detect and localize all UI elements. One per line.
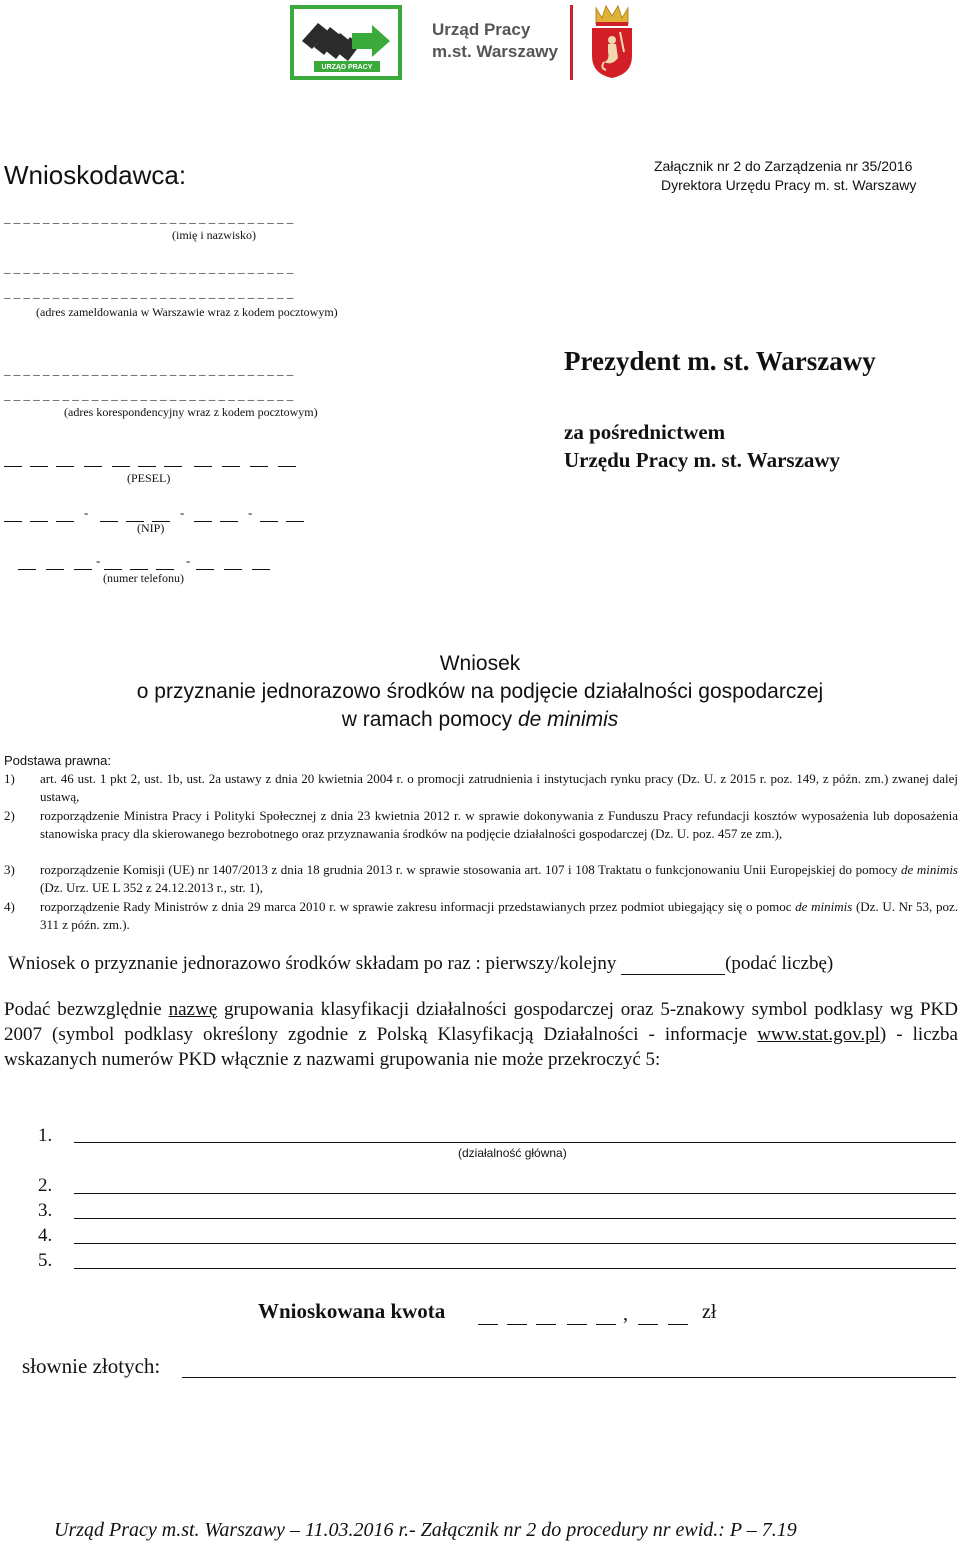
corr-address-field-line2[interactable]: _ _ _ _ _ _ _ _ _ _ _ _ _ _ _ _ _ _ _ _ _ _ _ _ _ _ _ _ _ _ bbox=[4, 387, 294, 402]
nip-hyphen: - bbox=[84, 505, 89, 520]
phone-caption: (numer telefonu) bbox=[103, 571, 184, 585]
address-field-line2[interactable]: _ _ _ _ _ _ _ _ _ _ _ _ _ _ _ _ _ _ _ _ _ _ _ _ _ _ _ _ _ _ bbox=[4, 285, 294, 300]
legal-item bbox=[4, 861, 958, 897]
amount-currency: zł bbox=[702, 1301, 717, 1323]
logo-title-line1: Urząd Pracy bbox=[432, 20, 531, 39]
pkd-item-number: 1. bbox=[38, 1125, 53, 1146]
logo-caption: URZĄD PRACY bbox=[321, 64, 373, 71]
amount-field[interactable] bbox=[478, 1303, 718, 1325]
subtitle-text: w ramach pomocy bbox=[341, 708, 518, 731]
pkd-item-number: 4. bbox=[38, 1225, 53, 1246]
legal-item bbox=[4, 807, 958, 861]
pkd-input-4[interactable] bbox=[74, 1243, 956, 1244]
pkd-item-number: 3. bbox=[38, 1200, 53, 1221]
attachment-line2: Dyrektora Urzędu Pracy m. st. Warszawy bbox=[661, 177, 917, 193]
address-field-line1[interactable]: _ _ _ _ _ _ _ _ _ _ _ _ _ _ _ _ _ _ _ _ _ _ _ _ _ _ _ _ _ _ bbox=[4, 260, 294, 275]
request-count-hint: (podać liczbę) bbox=[725, 953, 834, 974]
pesel-field[interactable] bbox=[4, 465, 300, 467]
amount-words-label: słownie złotych: bbox=[22, 1354, 161, 1378]
legal-item bbox=[4, 770, 958, 806]
pkd-item-number: 2. bbox=[38, 1175, 53, 1196]
pkd-instructions: Podać bezwzględnie nazwę grupowania klasyfikacji działalności gospodarczej oraz 5-znakowy symbol podklasy wg PKD 2007 (symbol podklasy określony zgodnie z Polską Klasyfikacją Działalności - informacje www.stat.gov.pl) - liczba wskazanych numerów PKD włącznie z nazwami grupowania nie może przekroczyć 5: bbox=[4, 999, 958, 1070]
legal-item-number: 1) bbox=[4, 771, 15, 786]
document-title: Wniosek bbox=[439, 652, 521, 675]
pkd-input-5[interactable] bbox=[74, 1268, 956, 1269]
phone-hyphen: - bbox=[186, 553, 191, 568]
phone-hyphen: - bbox=[96, 553, 101, 568]
pesel-caption: (PESEL) bbox=[127, 471, 171, 485]
nip-hyphen: - bbox=[248, 505, 253, 520]
legal-heading: Podstawa prawna: bbox=[4, 753, 111, 768]
pkd-main-caption: (działalność główna) bbox=[458, 1146, 567, 1160]
name-field[interactable]: _ _ _ _ _ _ _ _ _ _ _ _ _ _ _ _ _ _ _ _ _ _ _ _ _ _ _ _ _ _ bbox=[4, 210, 294, 225]
legal-item-text: rozporządzenie Komisji (UE) nr 1407/2013 z dnia 18 grudnia 2013 r. w sprawie stosowania art. 107 i 108 Traktatu o funkcjonowaniu Unii Europejskiej do pomocy de minimis (Dz. Urz. UE L 352 z 24.12.2013 r., str. 1), bbox=[40, 862, 958, 895]
phone-field[interactable] bbox=[18, 553, 288, 573]
legal-item-text: art. 46 ust. 1 pkt 2, ust. 1b, ust. 2a ustawy z dnia 20 kwietnia 2004 r. o promocji zatrudnienia i instytucjach rynku pracy (Dz. U. z 2015 r. poz. 149, z późn. zm.) zwanej dalej ustawą, bbox=[40, 771, 958, 804]
addressee-title: Prezydent m. st. Warszawy bbox=[564, 346, 876, 376]
request-count-text: Wniosek o przyznanie jednorazowo środków składam po raz : pierwszy/kolejny bbox=[8, 953, 617, 974]
request-count-input[interactable] bbox=[621, 955, 725, 975]
footer-text: Urząd Pracy m.st. Warszawy – 11.03.2016 r.- Załącznik nr 2 do procedury nr ewid.: P – 7.19 bbox=[54, 1519, 797, 1541]
addressee-via-line1: za pośrednictwem bbox=[564, 420, 726, 444]
request-count-line bbox=[8, 953, 833, 975]
legal-item-number: 3) bbox=[4, 862, 15, 877]
pkd-input-3[interactable] bbox=[74, 1218, 956, 1219]
nip-hyphen: - bbox=[180, 505, 185, 520]
subtitle-emphasis: de minimis bbox=[517, 708, 619, 731]
legal-item-text: rozporządzenie Ministra Pracy i Polityki Społecznej z dnia 23 kwietnia 2012 r. w sprawie dokonywania z Funduszu Pracy refundacji kosztów wyposażenia lub doposażenia stanowiska pracy dla skierowanego bezrobotnego oraz przyznawania środków na podjęcie działalności gospodarczej (Dz. U. poz. 457 ze zm.), bbox=[40, 808, 958, 841]
legal-item-text: rozporządzenie Rady Ministrów z dnia 29 marca 2010 r. w sprawie zakresu informacji przedstawianych przez podmiot ubiegający się o pomoc de minimis (Dz. U. Nr 53, poz. 311 z późn. zm.). bbox=[40, 899, 958, 932]
legal-item-number: 4) bbox=[4, 899, 15, 914]
name-caption: (imię i nazwisko) bbox=[172, 228, 256, 242]
urzad-pracy-logo bbox=[290, 5, 402, 80]
logo-title-line2: m.st. Warszawy bbox=[432, 42, 558, 61]
pkd-item-number: 5. bbox=[38, 1250, 53, 1271]
logo-divider bbox=[570, 5, 573, 80]
amount-label: Wnioskowana kwota bbox=[258, 1299, 446, 1323]
corr-address-caption: (adres korespondencyjny wraz z kodem pocztowym) bbox=[64, 405, 318, 419]
address-caption: (adres zameldowania w Warszawie wraz z kodem pocztowym) bbox=[36, 305, 338, 319]
applicant-heading: Wnioskodawca: bbox=[4, 160, 187, 190]
pkd-input-2[interactable] bbox=[74, 1193, 956, 1194]
crown-shield-icon bbox=[586, 4, 638, 80]
pkd-input-1[interactable] bbox=[74, 1142, 956, 1143]
document-subtitle-line3 bbox=[0, 708, 960, 732]
attachment-line1: Załącznik nr 2 do Zarządzenia nr 35/2016 bbox=[654, 158, 913, 174]
warsaw-coat-of-arms bbox=[586, 4, 638, 80]
stat-gov-link[interactable]: www.stat.gov.pl bbox=[757, 1024, 880, 1045]
amount-words-input[interactable] bbox=[182, 1377, 956, 1378]
amount-comma: , bbox=[623, 1303, 628, 1325]
legal-item bbox=[4, 898, 958, 934]
addressee-via-line2: Urzędu Pracy m. st. Warszawy bbox=[564, 448, 841, 472]
legal-item-number: 2) bbox=[4, 808, 15, 823]
document-subtitle: o przyznanie jednorazowo środków na podjęcie działalności gospodarczej bbox=[136, 680, 824, 703]
corr-address-field-line1[interactable]: _ _ _ _ _ _ _ _ _ _ _ _ _ _ _ _ _ _ _ _ _ _ _ _ _ _ _ _ _ _ bbox=[4, 362, 294, 377]
nip-caption: (NIP) bbox=[137, 521, 165, 535]
